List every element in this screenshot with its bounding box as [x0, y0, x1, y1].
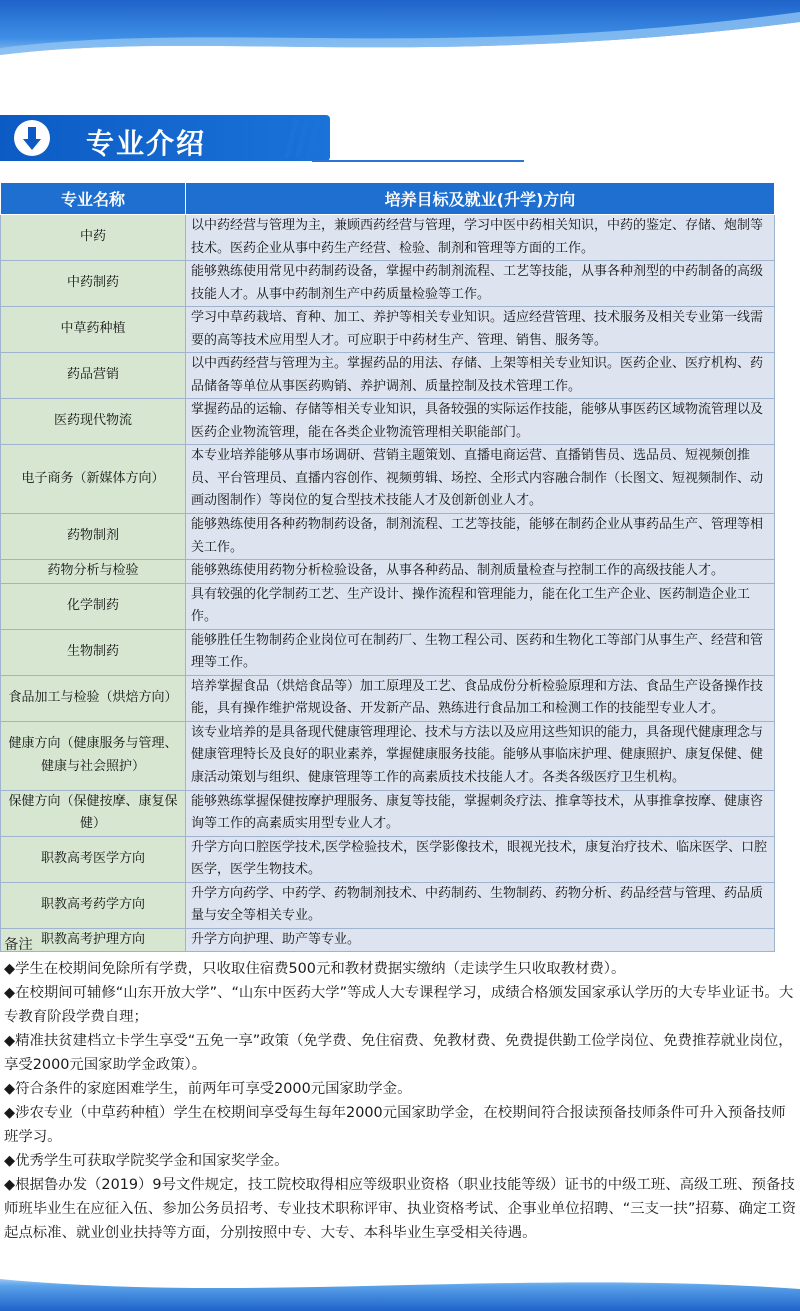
major-description: 学习中草药栽培、育种、加工、养护等相关专业知识。适应经营管理、技术服务及相关专业第一线需要的高等技术应用型人才。可应职于中药材生产、管理、销售、服务等。	[186, 307, 775, 353]
table-row	[1, 514, 775, 560]
major-description: 培养掌握食品（烘焙食品等）加工原理及工艺、食品成份分析检验原理和方法、食品生产设备操作技能，具有操作维护常规设备、开发新产品、熟练进行食品加工和检测工作的技能型专业人才。	[186, 675, 775, 721]
section-title: 专业介绍	[86, 127, 207, 160]
note-item: ◆符合条件的家庭困难学生，前两年可享受2000元国家助学金。	[4, 1081, 412, 1097]
major-name: 中药制药	[1, 261, 186, 307]
table-row	[1, 790, 775, 836]
note-item: ◆学生在校期间免除所有学费，只收取住宿费500元和教材费据实缴纳（走读学生只收取教材费）。	[4, 961, 626, 977]
table-row	[1, 629, 775, 675]
major-description: 能够熟练掌握保健按摩护理服务、康复等技能，掌握刺灸疗法、推拿等技术，从事推拿按摩、健康咨询等工作的高素质实用型专业人才。	[186, 790, 775, 836]
major-name: 医药现代物流	[1, 399, 186, 445]
table-row	[1, 215, 775, 261]
major-name: 药物分析与检验	[1, 560, 186, 584]
wave-decoration-icon	[0, 0, 800, 70]
major-name: 药物制剂	[1, 514, 186, 560]
notes-section	[4, 933, 796, 1245]
section-header	[0, 115, 330, 161]
note-item: ◆根据鲁办发（2019）9号文件规定，技工院校取得相应等级职业资格（职业技能等级）证书的中级工班、高级工班、预备技师班毕业生在应征入伍、参加公务员招考、专业技术职称评审、执业资格考试、企事业单位招聘、“三支一扶”招募、确定工资起点标准、就业创业扶持等方面，分别按照中专、大专、本科毕业生享受相关待遇。	[4, 1177, 797, 1241]
major-description: 升学方向药学、中药学、药物制剂技术、中药制药、生物制药、药物分析、药品经营与管理、药品质量与安全等相关专业。	[186, 882, 775, 928]
stripes-decoration-icon	[282, 118, 322, 158]
header-underline	[312, 160, 524, 162]
note-item: ◆涉农专业（中草药种植）学生在校期间享受每生每年2000元国家助学金，在校期间符合报读预备技师条件可升入预备技师班学习。	[4, 1105, 786, 1145]
table-row	[1, 445, 775, 514]
top-decorative-band	[0, 0, 800, 70]
note-item: ◆优秀学生可获取学院奖学金和国家奖学金。	[4, 1153, 289, 1169]
table-row	[1, 261, 775, 307]
header-goal-direction: 培养目标及就业(升学)方向	[186, 183, 775, 215]
major-description: 掌握药品的运输、存储等相关专业知识，具备较强的实际运作技能，能够从事医药区域物流管理以及医药企业物流管理，能在各类企业物流管理相关职能部门。	[186, 399, 775, 445]
major-description: 能够熟练使用药物分析检验设备，从事各种药品、制剂质量检查与控制工作的高级技能人才。	[186, 560, 775, 584]
note-item: ◆在校期间可辅修“山东开放大学”、“山东中医药大学”等成人大专课程学习，成绩合格颁发国家承认学历的大专毕业证书。大专教育阶段学费自理；	[4, 985, 794, 1025]
major-name: 职教高考药学方向	[1, 882, 186, 928]
major-description: 本专业培养能够从事市场调研、营销主题策划、直播电商运营、直播销售员、选品员、短视频创推员、平台管理员、直播内容创作、视频剪辑、场控、全形式内容融合制作（长图文、短视频制作、动画动图制作）等岗位的复合型技术技能人才及创新创业人才。	[186, 445, 775, 514]
major-name: 食品加工与检验（烘焙方向）	[1, 675, 186, 721]
table-row	[1, 836, 775, 882]
table-row	[1, 583, 775, 629]
wave-decoration-icon	[0, 1269, 800, 1311]
down-arrow-icon	[14, 120, 50, 156]
table-row	[1, 307, 775, 353]
major-name: 化学制药	[1, 583, 186, 629]
major-name: 健康方向（健康服务与管理、健康与社会照护）	[1, 721, 186, 790]
table-row	[1, 882, 775, 928]
major-description: 具有较强的化学制药工艺、生产设计、操作流程和管理能力，能在化工生产企业、医药制造企业工作。	[186, 583, 775, 629]
major-description: 能够熟练使用各种药物制药设备，制剂流程、工艺等技能，能够在制药企业从事药品生产、管理等相关工作。	[186, 514, 775, 560]
header-major-name: 专业名称	[1, 183, 186, 215]
majors-table	[0, 182, 775, 952]
table-row	[1, 399, 775, 445]
major-description: 该专业培养的是具备现代健康管理理论、技术与方法以及应用这些知识的能力，具备现代健康理念与健康管理特长及良好的职业素养，掌握健康服务技能。能够从事临床护理、健康照护、康复保健、健康活动策划与组织、健康管理等工作的高素质技术技能人才。各类各级医疗卫生机构。	[186, 721, 775, 790]
major-name: 保健方向（保健按摩、康复保健）	[1, 790, 186, 836]
table-header-row	[1, 183, 775, 215]
major-description: 能够熟练使用常见中药制药设备，掌握中药制剂流程、工艺等技能，从事各种剂型的中药制备的高级技能人才。从事中药制剂生产中药质量检验等工作。	[186, 261, 775, 307]
major-description: 升学方向口腔医学技术,医学检验技术，医学影像技术，眼视光技术，康复治疗技术、临床医学、口腔医学，医学生物技术。	[186, 836, 775, 882]
table-row	[1, 560, 775, 584]
major-description: 以中药经营与管理为主，兼顾西药经营与管理，学习中医中药相关知识，中药的鉴定、存储、炮制等技术。医药企业从事中药生产经营、检验、制剂和管理等方面的工作。	[186, 215, 775, 261]
table-row	[1, 353, 775, 399]
major-name: 职教高考医学方向	[1, 836, 186, 882]
table-row	[1, 675, 775, 721]
major-description: 能够胜任生物制药企业岗位可在制药厂、生物工程公司、医药和生物化工等部门从事生产、经营和管理等工作。	[186, 629, 775, 675]
major-name: 生物制药	[1, 629, 186, 675]
note-item: ◆精准扶贫建档立卡学生享受“五免一享”政策（免学费、免住宿费、免教材费、免费提供勤工俭学岗位、免费推荐就业岗位，享受2000元国家助学金政策）。	[4, 1033, 793, 1073]
table-row	[1, 721, 775, 790]
major-name: 电子商务（新媒体方向）	[1, 445, 186, 514]
major-description: 升学方向护理、助产等专业。	[186, 928, 775, 952]
major-name: 中药	[1, 215, 186, 261]
bottom-decorative-band	[0, 1269, 800, 1311]
major-name: 职教高考护理方向	[1, 928, 186, 952]
major-name: 药品营销	[1, 353, 186, 399]
major-description: 以中西药经营与管理为主。掌握药品的用法、存储、上架等相关专业知识。医药企业、医疗机构、药品储备等单位从事医药购销、养护调剂、质量控制及技术管理工作。	[186, 353, 775, 399]
notes-title: 备注	[4, 937, 33, 953]
major-name: 中草药种植	[1, 307, 186, 353]
